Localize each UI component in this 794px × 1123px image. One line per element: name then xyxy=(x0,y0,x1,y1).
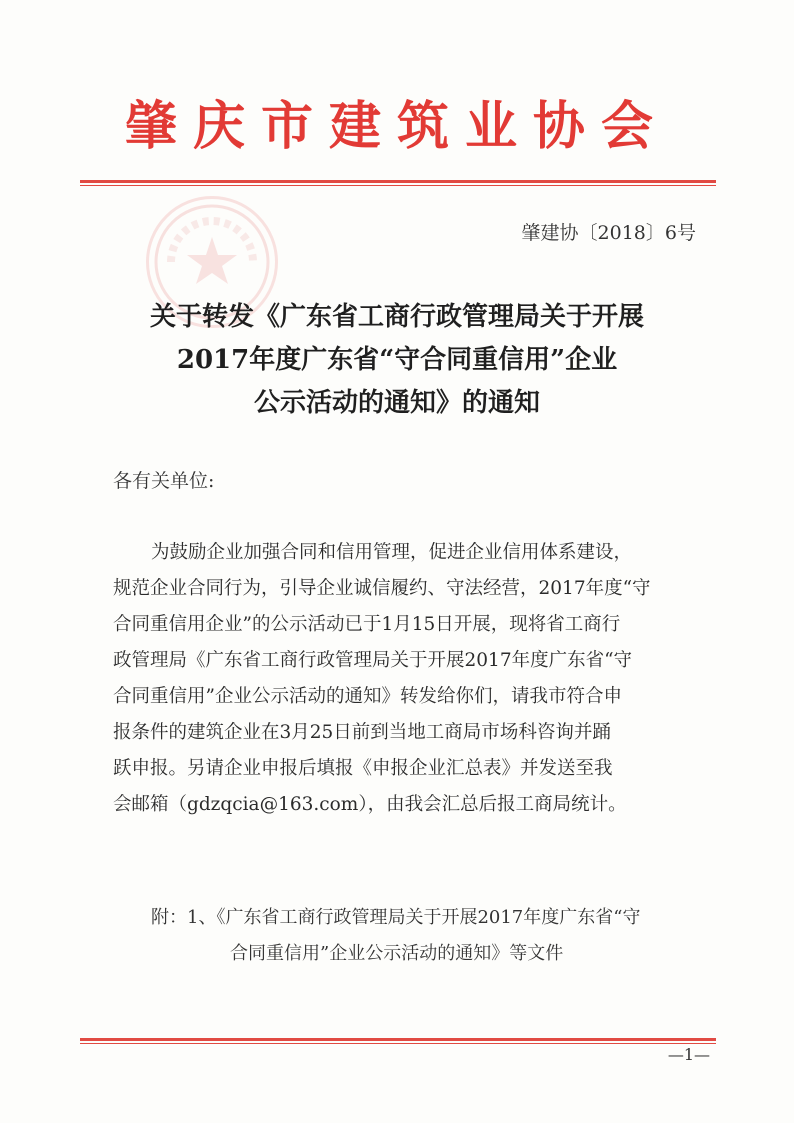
body-line: 合同重信用”企业公示活动的通知》转发给你们，请我市符合申 xyxy=(113,686,622,707)
organization-header: 肇庆市建筑业协会 xyxy=(124,96,669,157)
attachment-line: 附：1、《广东省工商行政管理局关于开展2017年度广东省“守 xyxy=(151,907,641,928)
body-paragraph xyxy=(113,535,703,823)
document-title xyxy=(70,296,724,425)
body-line: 规范企业合同行为，引导企业诚信履约、守法经营，2017年度“守 xyxy=(113,578,651,599)
body-line: 跃申报。另请企业申报后填报《申报企业汇总表》并发送至我 xyxy=(113,758,613,779)
body-line: 为鼓励企业加强合同和信用管理，促进企业信用体系建设， xyxy=(151,542,633,563)
body-line: 会邮箱（gdzqcia@163.com），由我会汇总后报工商局统计。 xyxy=(113,794,627,815)
body-line: 合同重信用企业”的公示活动已于1月15日开展，现将省工商行 xyxy=(113,614,621,635)
salutation: 各有关单位: xyxy=(113,470,215,492)
title-line: 2017年度广东省“守合同重信用”企业 xyxy=(176,345,618,375)
title-line: 公示活动的通知》的通知 xyxy=(253,388,540,418)
attachment-list xyxy=(113,900,713,972)
body-line: 政管理局《广东省工商行政管理局关于开展2017年度广东省“守 xyxy=(113,650,633,671)
header-red-rule xyxy=(80,180,716,186)
page-number: —1— xyxy=(667,1045,710,1064)
body-line: 报条件的建筑企业在3月25日前到当地工商局市场科咨询并踊 xyxy=(113,722,611,743)
footer-red-rule xyxy=(80,1038,716,1044)
title-line: 关于转发《广东省工商行政管理局关于开展 xyxy=(149,302,644,332)
attachment-line: 合同重信用”企业公示活动的通知》等文件 xyxy=(230,943,564,964)
document-number: 肇建协〔2018〕6号 xyxy=(521,222,696,244)
